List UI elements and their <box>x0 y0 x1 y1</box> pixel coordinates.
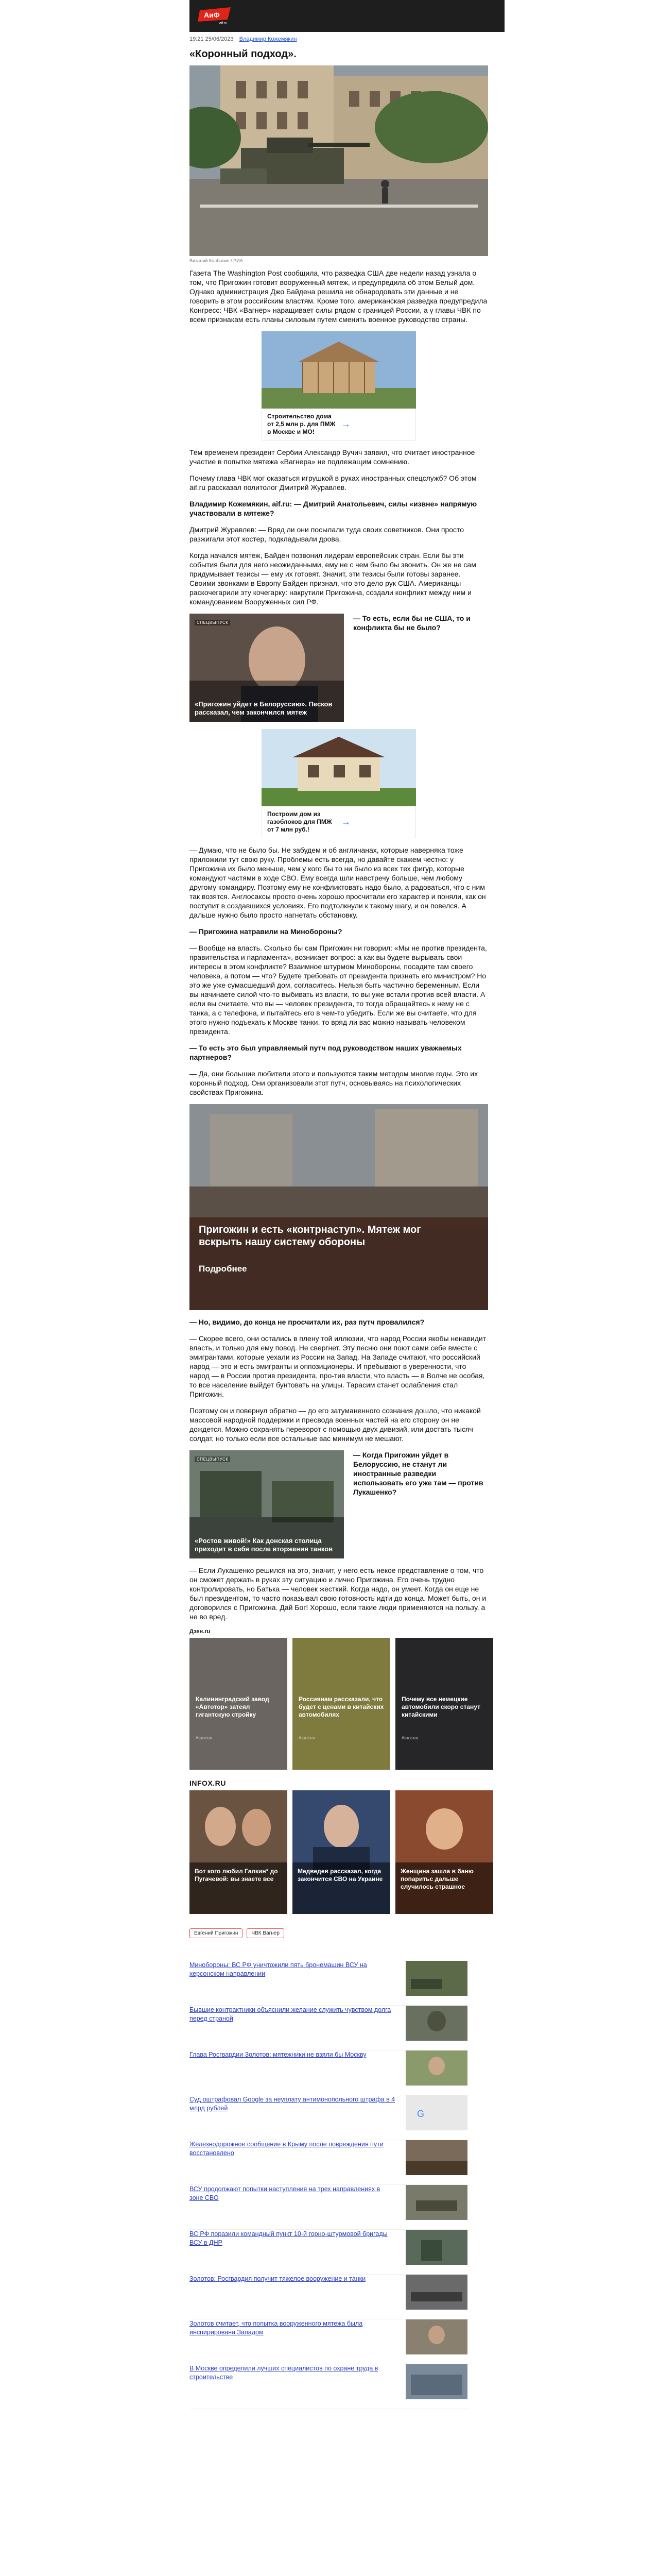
news-link[interactable]: ВС РФ поразили командный пункт 10-й горно-штурмовой бригады ВСУ в ДНР <box>189 2230 388 2246</box>
news-link[interactable]: Бывшие контрактники объяснили желание служить чувством долга перед страной <box>189 2006 391 2022</box>
news-link[interactable]: Глава Росгвардии Золотов: мятежники не взяли бы Москву <box>189 2051 367 2058</box>
news-item <box>189 2230 467 2275</box>
news-thumb <box>406 2006 467 2041</box>
question-4: — То есть это был управляемый путч под руководством наших уважаемых партнеров? <box>189 1044 462 1061</box>
promo-image-2 <box>262 729 416 806</box>
partner-tile-source-2: Автостат <box>299 1736 316 1740</box>
promo-text-2 <box>262 806 416 838</box>
paragraph-3: Почему глава ЧВК мог оказаться игрушкой в руках иностранных спецслужб? Об этом aif.ru рассказал политолог Дмитрий Журавлев. <box>189 474 477 492</box>
news-item <box>189 2185 467 2230</box>
paragraph-8: — Скорее всего, они остались в плену той иллюзии, что народ России якобы ненавидит власть, и только для ему повод. Не свергнет. Эту песню они поют сами себе вместе с эмигрантами, которые уехали из России на Запад. На Западе считают, что российский народ — это и есть эмигранты и оппозиционеры. И пребывают в уверенности, что народ — в России против президента, про-тив власти, что власть — в Волче не особая, то все население выйдет бунтовать на улицы. Тарасим станет ослабления стал Пригожин. <box>189 1334 487 1398</box>
answer-5: — Если Лукашенко решился на это, значит, у него есть некое представление о том, что он сможет держать в руках эту ситуацию и лично Пригожина. Его очень трудно контролировать, но Батька — человек жесткий. Когда надо, он умеет. Когда он еще не был президентом, то часто показывал свою готовность идти до конца. Может быть, он и договорился с Пригожина. Дай Бог! Хорошо, если такие люди применяются на пользу, а не во вред. <box>189 1566 487 1621</box>
partner-tile-title-3: Почему все немецкие автомобили скоро станут китайскими <box>402 1696 480 1718</box>
news-item <box>189 2095 467 2140</box>
feature-more-link[interactable]: Подробнее <box>199 1264 247 1274</box>
tag-prigozhin[interactable]: Евгений Пригожин <box>189 1928 242 1938</box>
infox-tile-1[interactable] <box>189 1790 287 1914</box>
related-title-2: «Ростов живой!» Как донская столица приходит в себя после вторжения танков <box>195 1537 333 1553</box>
related-tag-2: СПЕЦВЫПУСК <box>195 1456 230 1462</box>
infox-tile-title-3: Женщина зашла в баню попаритьс дальше случилось страшное <box>401 1868 474 1890</box>
news-thumb <box>406 1961 467 1996</box>
article-date: 19:21 25/06/2023 <box>189 36 234 42</box>
article-tags <box>189 1928 505 1938</box>
article-column <box>189 32 505 2409</box>
infox-tile-title-1: Вот кого любил Галкин* до Пугачевой: вы знаете все <box>195 1868 278 1883</box>
infox-tiles <box>189 1790 498 1914</box>
paragraph-2: Тем временем президент Сербии Александр Вучич заявил, что считает иностранное участие в попытке мятежа «Вагнера» не подлежащим сомнению. <box>189 448 475 466</box>
news-item <box>189 2050 467 2095</box>
answer-1: Дмитрий Журавлев: — Вряд ли они посылали туда своих советников. Они просто разжигали этот костер, подкладывали дрова. <box>189 526 464 543</box>
arrow-right-icon[interactable]: → <box>341 817 351 827</box>
news-thumb <box>406 2140 467 2175</box>
paragraph-4: Когда начался мятеж, Байден позвонил лидерам европейских стран. Если бы эти события были для него неожиданными, ему не с чем было бы звонить. Он же не сам придумывает тезисы — ему их готовят. Значит, эти тезисы были готовы заранее. Своими звонками в Европу Байден признал, что это дело рук США. Американцы раскочегарили эту кочегарку: накрутили Пригожина, создали конфликт между ним и командованием Вооруженных сил РФ. <box>189 551 476 606</box>
news-item <box>189 2275 467 2319</box>
promo-title-2: Построим дом из газоблоков для ПМЖ от 7 млн руб.! <box>267 810 332 833</box>
news-link[interactable]: Суд оштрафовал Google за неуплату антимонопольного штрафа в 4 млрд рублей <box>189 2096 395 2112</box>
partner-tile-3[interactable] <box>395 1638 493 1770</box>
question-5: — Но, видимо, до конца не просчитали их, раз путч провалился? <box>189 1318 425 1326</box>
infox-tile-2[interactable] <box>292 1790 390 1914</box>
news-thumb <box>406 2319 467 2354</box>
related-block-2 <box>189 1450 488 1558</box>
news-item <box>189 2364 467 2409</box>
related-block-1 <box>189 614 488 722</box>
news-link[interactable]: Минобороны: ВС РФ уничтожили пять бронемашин ВСУ на херсонском направлении <box>189 1961 367 1977</box>
partner-tile-source-3: Автостат <box>402 1736 419 1740</box>
svg-text:G: G <box>417 2109 425 2119</box>
infox-tile-title-2: Медведев рассказал, когда закончится СВО на Украине <box>298 1868 383 1883</box>
news-item <box>189 2006 467 2050</box>
logo-sub: aif.ru <box>219 22 228 25</box>
photo-caption: Виталий Колбасин / РИА <box>189 258 243 263</box>
main-photo <box>189 65 488 256</box>
news-thumb <box>406 2050 467 2086</box>
promo-title-1: Строительство дома от 2,5 млн р. для ПМЖ в Москве и МО! <box>267 413 336 435</box>
arrow-right-icon[interactable]: → <box>341 419 351 429</box>
paragraph-5: — Думаю, что не было бы. Не забудем и об англичанах, которые наверняка тоже приложили тут свою руку. Проблемы есть всегда, но давайте скажем честно: у Пригожина их было меньше, чем у кого бы то ни было из всех тех фигур, которые командуют частями в ходе СВО. Ему всегда шли навстречу больше, чем любому другому командиру. Поэтому ему не конфликтовать надо было, а радоваться, что с ним так возятся. Англосаксы просто очень хорошо просчитали его характер и поняли, как он поступит в создавшихся условиях. Его подтолкнули к такому шагу, и он повелся. А дальше нужно было просто нагнетать обстановку. <box>189 846 486 919</box>
news-thumb <box>406 2275 467 2310</box>
news-link[interactable]: В Москве определили лучших специалистов по охране труда в строительстве <box>189 2365 378 2381</box>
partners-label: Дзен.ru <box>189 1629 211 1635</box>
news-thumb <box>406 2095 467 2130</box>
partner-tile-1[interactable] <box>189 1638 287 1770</box>
promo-card-2[interactable] <box>262 729 416 838</box>
news-thumb <box>406 2364 467 2399</box>
logo-text: АиФ <box>204 11 220 19</box>
paragraph-7: — Да, они большие любители этого и пользуются таким методом многие годы. Это их коронный подход. Они организовали этот путч, основываясь на психологических свойствах Пригожина. <box>189 1070 478 1096</box>
news-link[interactable]: Железнодорожное сообщение в Крыму после повреждения пути восстановлено <box>189 2141 384 2157</box>
main-photo-illustration <box>189 65 488 256</box>
partner-tile-title-2: Россиянам рассказали, что будет с ценами в китайских автомобилях <box>299 1696 384 1718</box>
partners-tiles <box>189 1638 498 1770</box>
news-link[interactable]: Золотов: Росгвардия получит тяжелое вооружение и танки <box>189 2275 366 2282</box>
news-list <box>189 1961 467 2409</box>
partner-tile-title-1: Калининградский завод «Автотор» затеял гигантскую стройку <box>196 1696 269 1718</box>
news-item <box>189 2319 467 2364</box>
partner-tile-source-1: Автостат <box>196 1736 213 1740</box>
article-meta <box>189 36 505 44</box>
related-card-1[interactable] <box>189 614 344 722</box>
question-6: — Когда Пригожин уйдет в Белоруссию, не станут ли иностранные разведки использовать его уже там — против Лукашенко? <box>353 1451 483 1496</box>
partner-tile-2[interactable] <box>292 1638 390 1770</box>
article-title: «Коронный подход». <box>189 48 297 60</box>
promo-image-1 <box>262 331 416 409</box>
news-item <box>189 1961 467 2006</box>
infox-tile-3[interactable] <box>395 1790 493 1914</box>
feature-card[interactable] <box>189 1104 488 1310</box>
paragraph-6: — Вообще на власть. Сколько бы сам Пригожин ни говорил: «Мы не против президента, правительства и парламента», возникает вопрос: а как вы будете вырывать свои интересы в этом конфликте? Взаимное штурмом Минобороны, посадите там своего человека, а потом — что? Будете требовать от президента признать его министром? Но это же уже сумасшедший дом, согласитесь. Нельзя быть частично беременным. Если вы начинаете силой что-то выбивать из власти, то вы уже встали против всей власти. А если вы считаете, что вы — человек президента, то тогда обращайтесь к нему не с танка, а с телефона, и пытайтесь его в чем-то убедить. Если же вы считаете, что для этого нужно подъехать к Москве танки, то вряд ли вас можно называть человеком президента. <box>189 944 487 1036</box>
news-thumb <box>406 2230 467 2265</box>
related-title-1: «Пригожин уйдет в Белоруссию». Песков рассказал, чем закончился мятеж <box>195 700 333 716</box>
related-tag-1: СПЕЦВЫПУСК <box>195 620 230 625</box>
header <box>189 0 505 32</box>
question-2: — То есть, если бы не США, то и конфликта бы не было? <box>353 614 471 632</box>
news-item <box>189 2140 467 2185</box>
paragraph-1: Газета The Washington Post сообщила, что разведка США две недели назад узнала о том, что Пригожин готовит вооруженный мятеж, и предупредила об этом Белый дом. Однако администрация Джо Байдена решила не обнародовать эти данные и не говорить в этом российским властям. Кроме того, американская разведка предупредила Конгресс: ЧВК «Вагнер» наращивает силы рядом с границей России, а у главы ЧВК по всем признакам есть планы силовым путем сменить военное руководство страны. <box>189 269 488 324</box>
feature-title: Пригожин и есть «контрнаступ». Мятеж мог вскрыть нашу систему обороны <box>199 1224 421 1248</box>
tag-wagner[interactable]: ЧВК Вагнер <box>247 1928 284 1938</box>
article-author-link[interactable]: Владимир Кожемякин <box>239 36 297 42</box>
news-thumb <box>406 2185 467 2220</box>
news-link[interactable]: ВСУ продолжают попытки наступления на трех направлениях в зоне СВО <box>189 2185 380 2201</box>
infox-logo[interactable]: INFOX.RU <box>189 1779 226 1787</box>
site-logo[interactable] <box>197 5 235 26</box>
promo-text-1 <box>262 409 416 440</box>
paragraph-9: Поэтому он и повернул обратно — до его затуманенного сознания дошло, что никакой массовой народной поддержки и пресвода военных частей на его сторону он не дождется. Можно сохранять переворот с помощью двух дивизий, или достать тысяч солдат, но только если все остальные вас минимум не мешают. <box>189 1406 481 1443</box>
promo-card-1[interactable] <box>262 331 416 440</box>
question-3: — Пригожина натравили на Минобороны? <box>189 927 342 936</box>
news-link[interactable]: Золотов считает, что попытка вооруженного мятежа была инспирирована Западом <box>189 2320 363 2336</box>
related-card-2[interactable] <box>189 1450 344 1558</box>
question-1: Владимир Кожемякин, aif.ru: — Дмитрий Анатольевич, силы «извне» напрямую участвовали в мятеже? <box>189 500 477 517</box>
top-bar <box>0 0 659 32</box>
